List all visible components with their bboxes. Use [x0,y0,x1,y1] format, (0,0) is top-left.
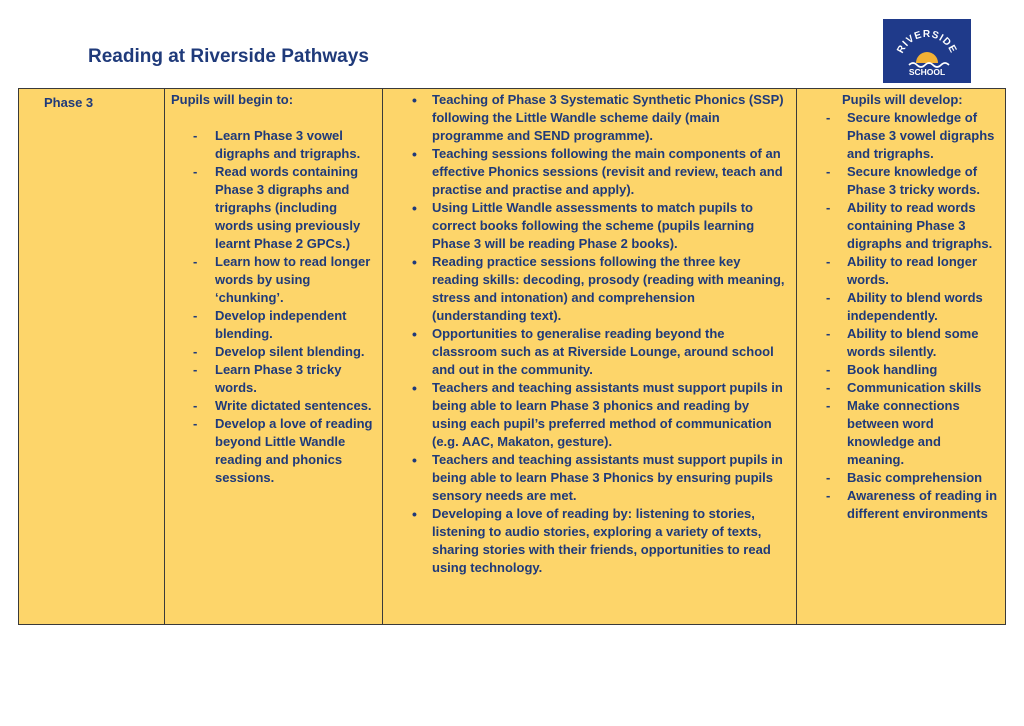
list-item: - Read words containing Phase 3 digraphs and trigraphs (including words using previously learnt Phase 2 GPCs.) [171,163,382,253]
develop-intro: Pupils will develop: [842,92,963,107]
list-item: • Teachers and teaching assistants must support pupils in being able to learn Phase 3 phonics and reading by using each pupil’s preferred method of communication (e.g. AAC, Makaton, gesture). [383,379,786,451]
list-item: - Develop silent blending. [171,343,382,361]
teaching-list [383,91,786,577]
begin-list [171,127,382,487]
list-item: - Write dictated sentences. [171,397,382,415]
logo-text-bottom: SCHOOL [908,67,946,77]
begin-column [165,89,383,625]
list-item: - Basic comprehension [797,469,999,487]
page-title: Reading at Riverside Pathways [88,46,369,67]
list-item: • Using Little Wandle assessments to match pupils to correct books following the scheme (pupils learning Phase 3 will be reading Phase 2 books). [383,199,786,253]
list-item: - Book handling [797,361,999,379]
list-item: - Make connections between word knowledge and meaning. [797,397,999,469]
list-item: - Ability to blend some words silently. [797,325,999,361]
school-logo [883,19,971,83]
list-item: • Teaching sessions following the main components of an effective Phonics sessions (revisit and review, teach and practise and practise and apply). [383,145,786,199]
list-item: - Ability to blend words independently. [797,289,999,325]
list-item: - Learn Phase 3 vowel digraphs and trigraphs. [171,127,382,163]
reading-table [18,88,1006,625]
list-item: - Awareness of reading in different environments [797,487,999,523]
list-item: - Secure knowledge of Phase 3 vowel digraphs and trigraphs. [797,109,999,163]
list-item: • Developing a love of reading by: listening to stories, listening to audio stories, exploring a variety of texts, sharing stories with their friends, opportunities to read using technology. [383,505,786,577]
list-item: - Learn Phase 3 tricky words. [171,361,382,397]
phase-label: Phase 3 [19,89,165,625]
teaching-column [383,89,797,625]
table-row [19,89,1006,625]
list-item: - Develop a love of reading beyond Little Wandle reading and phonics sessions. [171,415,382,487]
list-item: - Ability to read words containing Phase 3 digraphs and trigraphs. [797,199,999,253]
list-item: • Teachers and teaching assistants must support pupils in being able to learn Phase 3 Phonics by ensuring pupils sensory needs are met. [383,451,786,505]
list-item: • Teaching of Phase 3 Systematic Synthetic Phonics (SSP) following the Little Wandle scheme daily (main programme and SEND programme). [383,91,786,145]
logo-text-top: RIVERSIDE [895,29,959,56]
list-item: - Communication skills [797,379,999,397]
list-item: - Learn how to read longer words by using ‘chunking’. [171,253,382,307]
begin-intro: Pupils will begin to: [171,92,294,107]
list-item: - Develop independent blending. [171,307,382,343]
list-item: • Opportunities to generalise reading beyond the classroom such as at Riverside Lounge, around school and out in the community. [383,325,786,379]
develop-list [797,109,999,523]
list-item: • Reading practice sessions following the three key reading skills: decoding, prosody (reading with meaning, stress and intonation) and comprehension (understanding text). [383,253,786,325]
list-item: - Ability to read longer words. [797,253,999,289]
develop-column [797,89,1006,625]
sun-icon [916,52,938,63]
list-item: - Secure knowledge of Phase 3 tricky words. [797,163,999,199]
